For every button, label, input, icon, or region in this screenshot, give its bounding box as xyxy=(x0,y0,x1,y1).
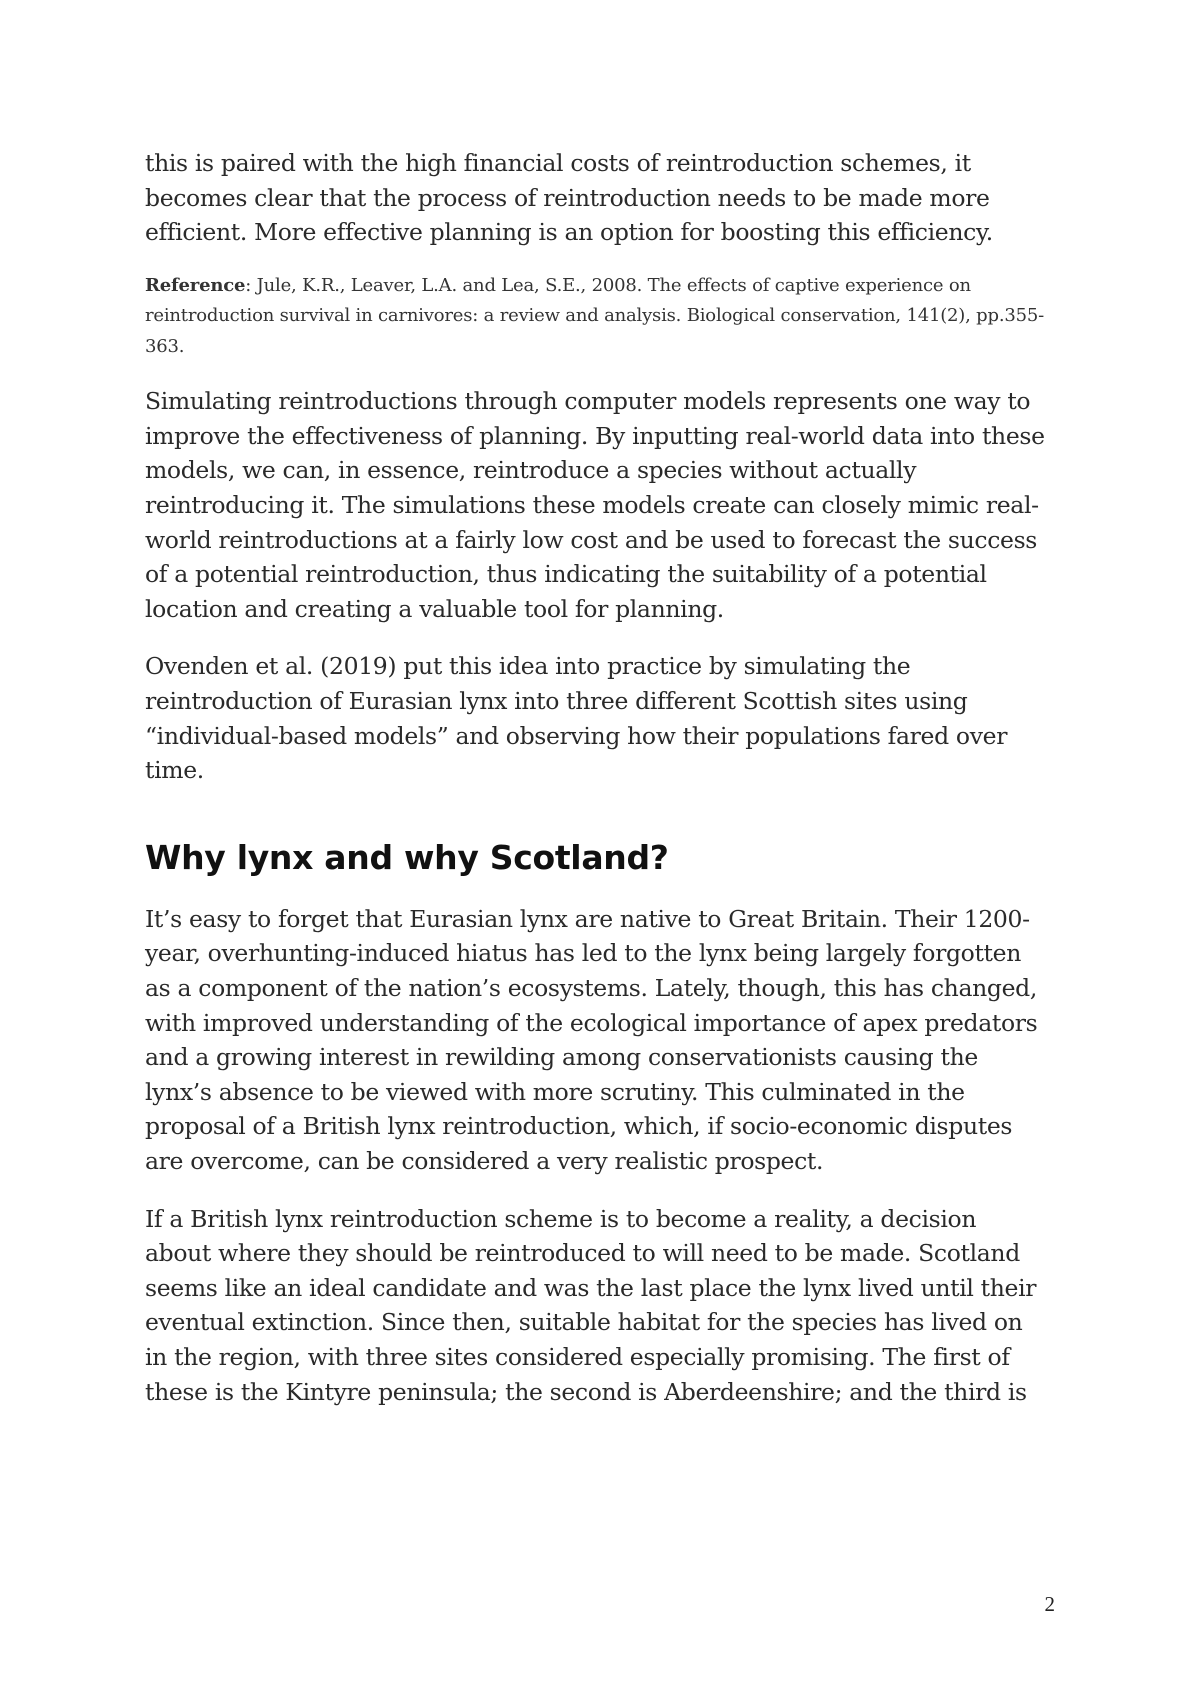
paragraph-ovenden: Ovenden et al. (2019) put this idea into practice by simulating the reintroduction of Eurasian lynx into three different Scottish sites using “individual-based models” and observing how their populations fared over time. xyxy=(145,652,1008,785)
reference-label: Reference xyxy=(145,274,246,296)
page-number: 2 xyxy=(1044,1592,1055,1616)
document-body xyxy=(145,146,1045,1409)
reference-citation xyxy=(145,271,1045,363)
paragraph-native: It’s easy to forget that Eurasian lynx are native to Great Britain. Their 1200-year, overhunting-induced hiatus has led to the lynx being largely forgotten as a component of the nation’s ecosystems. Lately, though, this has changed, with improved understanding of the ecological importance of apex predators and a growing interest in rewilding among conservationists causing the lynx’s absence to be viewed with more scrutiny. This culminated in the proposal of a British lynx reintroduction, which, if socio-economic disputes are overcome, can be considered a very realistic prospect. xyxy=(145,904,1038,1175)
paragraph-simulating: Simulating reintroductions through computer models represents one way to improve the effectiveness of planning. By inputting real-world data into these models, we can, in essence, reintroduce a species without actually reintroducing it. The simulations these models create can closely mimic real-world reintroductions at a fairly low cost and be used to forecast the success of a potential reintroduction, thus indicating the suitability of a potential location and creating a valuable tool for planning. xyxy=(145,387,1045,623)
reference-text: : Jule, K.R., Leaver, L.A. and Lea, S.E., 2008. The effects of captive experience on reintroduction survival in carnivores: a review and analysis. Biological conservation, 141(2), pp.355-363. xyxy=(145,274,1044,357)
section-heading: Why lynx and why Scotland? xyxy=(145,837,669,877)
paragraph-scheme: If a British lynx reintroduction scheme is to become a reality, a decision about where they should be reintroduced to will need to be made. Scotland seems like an ideal candidate and was the last place the lynx lived until their eventual extinction. Since then, suitable habitat for the species has lived on in the region, with three sites considered especially promising. The first of these is the Kintyre peninsula; the second is Aberdeenshire; and the third is xyxy=(145,1204,1037,1406)
paragraph-efficiency: this is paired with the high financial costs of reintroduction schemes, it becomes clear that the process of reintroduction needs to be made more efficient. More effective planning is an option for boosting this efficiency. xyxy=(145,149,993,247)
